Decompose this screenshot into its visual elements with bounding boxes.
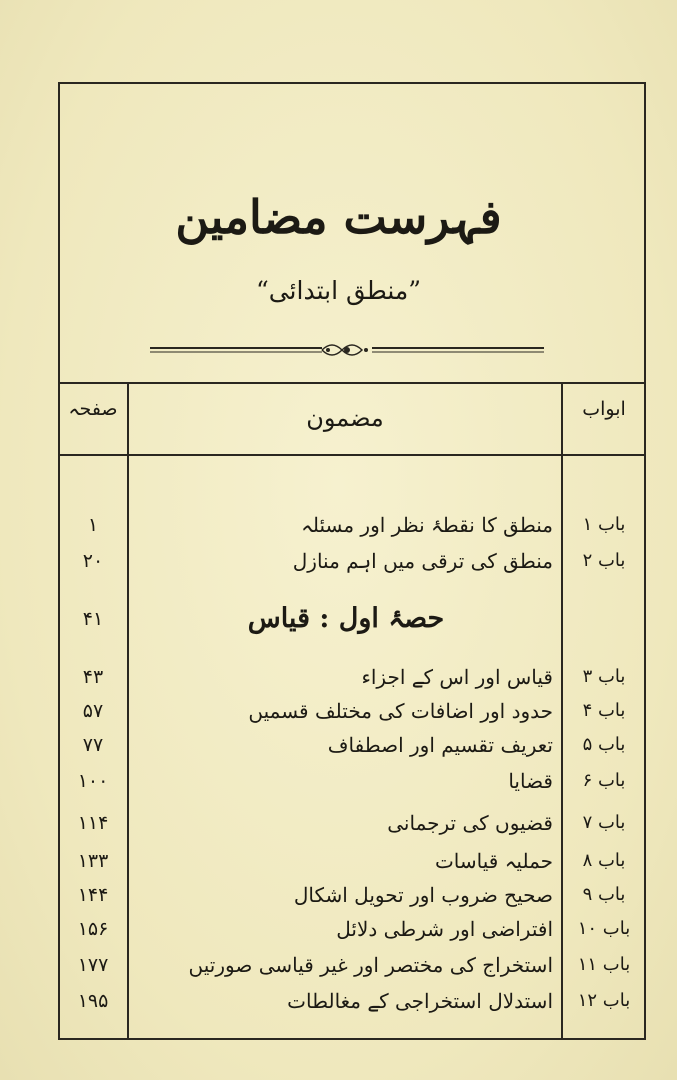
toc-subject: افتراضی اور شرطی دلائل — [336, 917, 553, 941]
toc-subject: منطق کی ترقی میں اہم منازل — [292, 549, 553, 573]
toc-subject: قیاس اور اس کے اجزاء — [361, 665, 553, 689]
toc-section-row — [58, 604, 646, 634]
toc-row — [58, 880, 646, 910]
toc-subject: حملیہ قیاسات — [434, 849, 553, 873]
toc-row — [58, 766, 646, 796]
toc-subject: منطق کا نقطۂ نظر اور مسئلہ — [301, 513, 553, 537]
toc-row — [58, 510, 646, 540]
toc-subject: قضیوں کی ترجمانی — [387, 811, 553, 835]
toc-page-number: ۵۷ — [82, 700, 104, 722]
toc-subject: استدلال استخراجی کے مغالطات — [287, 989, 553, 1013]
toc-row — [58, 730, 646, 760]
toc-page-number: ۱۹۵ — [77, 990, 109, 1012]
book-subtitle: ”منطق ابتدائی“ — [255, 276, 422, 305]
toc-chapter: باب ۱۰ — [577, 918, 631, 939]
toc-page-number: ۲۰ — [82, 550, 104, 572]
toc-chapter: باب ۱۲ — [577, 990, 631, 1011]
toc-chapter: باب ۶ — [582, 770, 626, 791]
toc-page-number: ۴۱ — [82, 608, 104, 630]
toc-chapter: باب ۴ — [582, 700, 626, 721]
toc-page-number: ۱۵۶ — [77, 918, 109, 940]
ornament-divider-icon — [150, 340, 544, 360]
toc-subject: حدود اور اضافات کی مختلف قسمیں — [248, 699, 553, 723]
toc-chapter: باب ۲ — [582, 550, 626, 571]
toc-row — [58, 662, 646, 692]
toc-row — [58, 546, 646, 576]
toc-chapter: باب ۷ — [582, 812, 626, 833]
chapters-column-header: ابواب — [582, 398, 626, 420]
toc-page-number: ۱۴۴ — [77, 884, 109, 906]
toc-subject: تعریف تقسیم اور اصطفاف — [327, 733, 553, 757]
toc-subject: قضایا — [508, 769, 553, 793]
subject-column-header: مضمون — [306, 404, 384, 432]
toc-row — [58, 986, 646, 1016]
toc-row — [58, 950, 646, 980]
page-column-header: صفحہ — [68, 398, 118, 420]
table-top-rule — [58, 382, 646, 384]
page-title: فہرست مضامین — [175, 190, 502, 244]
toc-chapter: باب ۱۱ — [577, 954, 631, 975]
toc-subject: استخراج کی مختصر اور غیر قیاسی صورتیں — [188, 953, 553, 977]
table-header-rule — [58, 454, 646, 456]
toc-row — [58, 914, 646, 944]
toc-row — [58, 696, 646, 726]
toc-chapter: باب ۹ — [582, 884, 626, 905]
toc-row — [58, 808, 646, 838]
toc-chapter: باب ۳ — [582, 666, 626, 687]
toc-subject: صحیح ضروب اور تحویل اشکال — [293, 883, 553, 907]
toc-page-number: ۱۳۳ — [77, 850, 109, 872]
toc-page-number: ۱ — [87, 514, 99, 536]
toc-page-number: ۷۷ — [82, 734, 104, 756]
toc-chapter: باب ۱ — [582, 514, 626, 535]
toc-chapter: باب ۸ — [582, 850, 626, 871]
toc-page-number: ۱۰۰ — [77, 770, 109, 792]
toc-page-number: ۱۷۷ — [77, 954, 109, 976]
toc-page-number: ۴۳ — [82, 666, 104, 688]
toc-row — [58, 846, 646, 876]
toc-page-number: ۱۱۴ — [77, 812, 109, 834]
toc-section-heading: حصۂ اول : قیاس — [247, 603, 445, 634]
toc-chapter: باب ۵ — [582, 734, 626, 755]
